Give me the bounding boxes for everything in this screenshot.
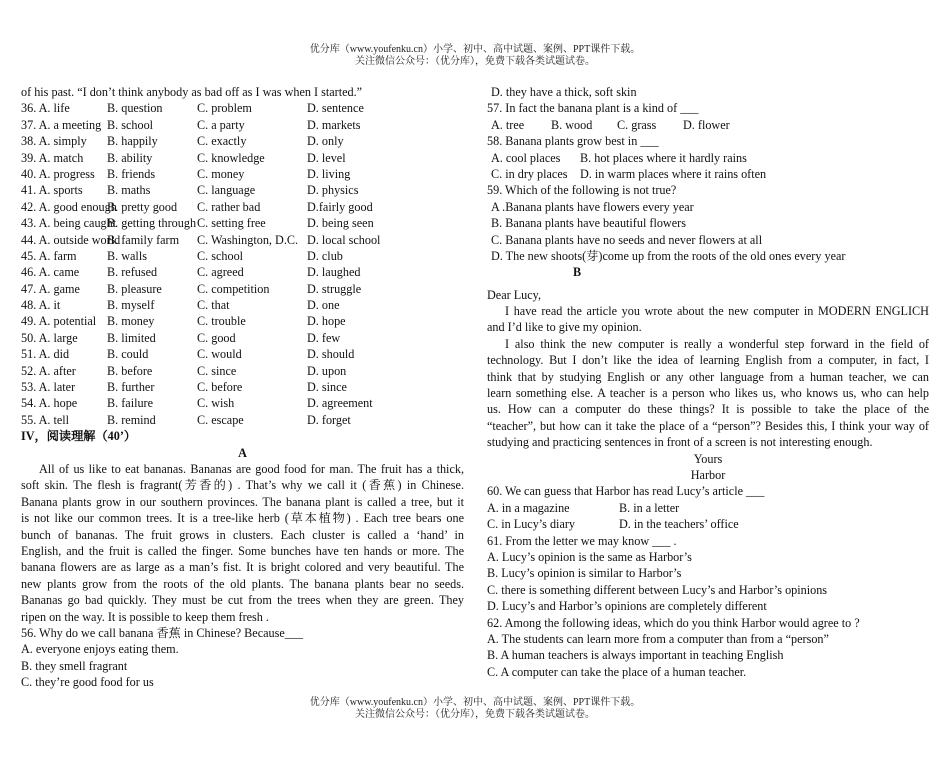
choice-option-d: D. physics (307, 183, 359, 198)
q60-options-cd (487, 516, 929, 532)
cloze-choices (21, 100, 464, 428)
choice-option-d: D. level (307, 150, 346, 165)
choice-option-c: C. trouble (197, 314, 246, 329)
choice-option-c: C. wish (197, 396, 235, 411)
choice-row (21, 100, 464, 116)
choice-row (21, 395, 464, 411)
choice-option-c: C. that (197, 298, 230, 313)
paragraph-line: Banana plants grow in our southern provinces. The banana plant is called a tree, but it (21, 494, 464, 509)
choice-option-b: B. money (107, 314, 155, 329)
choice-option-b: B. before (107, 363, 153, 378)
choice-option-a: 49. A. potential (21, 314, 97, 329)
header-line-2: 关注微信公众号：（优分库），免费下载各类试题试卷。 (355, 56, 595, 67)
footer-line-2: 关注微信公众号：（优分库），免费下载各类试题试卷。 (355, 709, 595, 720)
paragraph-line: bunch of bananas. The fruit grows in clusters. Each cluster is called a ‘hand’ in (21, 527, 464, 542)
paragraph-line: banana flowers are as large as a man’s fist. It is bright colored and very beautiful. The (21, 560, 464, 575)
choice-row (21, 330, 464, 346)
paragraph-line: I also think the new computer is really a wonderful step forward in the field of (505, 336, 929, 351)
q58-options-cd (487, 166, 929, 182)
letter-paragraph-1 (487, 303, 929, 336)
q60-stem: 60. We can guess that Harbor has read Lucy’s article ___ (487, 484, 765, 499)
choice-row (21, 248, 464, 264)
choice-option-d: D. should (307, 347, 355, 362)
choice-option-b: B. school (107, 117, 154, 132)
choice-option-d: D. being seen (307, 216, 374, 231)
choice-option-c: C. Washington, D.C. (197, 232, 299, 247)
choice-option-c: C. money (197, 166, 245, 181)
q56-option-b: B. they smell fragrant (21, 658, 128, 673)
passage-a-label: A (238, 445, 247, 460)
choice-option-a: 43. A. being caught (21, 216, 117, 231)
choice-option-b: B. myself (107, 298, 155, 313)
q57-stem: 57. In fact the banana plant is a kind of ___ (487, 101, 699, 116)
paragraph-line: Bananas go bad quickly. They must be cut from the trees when they are green. They (21, 593, 464, 608)
choice-option-c: C. a party (197, 117, 245, 132)
choice-row (21, 313, 464, 329)
choice-option-a: 38. A. simply (21, 134, 87, 149)
choice-option-a: 55. A. tell (21, 412, 70, 427)
choice-option-b: B. friends (107, 166, 156, 181)
choice-option-b: B. pleasure (107, 281, 162, 296)
q56-option-a: A. everyone enjoys eating them. (21, 642, 179, 657)
choice-option-a: 48. A. it (21, 298, 61, 313)
q61-option-d: D. Lucy’s and Harbor’s opinions are completely different (487, 599, 767, 614)
q60-option-b: B. in a letter (619, 500, 680, 515)
choice-row (21, 363, 464, 379)
choice-option-a: 39. A. match (21, 150, 84, 165)
choice-option-c: C. good (197, 330, 236, 345)
choice-option-a: 47. A. game (21, 281, 80, 296)
q62-stem: 62. Among the following ideas, which do you think Harbor would agree to ? (487, 615, 860, 630)
choice-row (21, 281, 464, 297)
choice-option-a: 50. A. large (21, 330, 78, 345)
salutation: Dear Lucy, (487, 287, 542, 302)
choice-row (21, 297, 464, 313)
choice-option-b: B. remind (107, 412, 156, 427)
choice-option-c: C. school (197, 248, 244, 263)
q58-stem: 58. Banana plants grow best in ___ (487, 134, 659, 149)
closing: Yours (693, 451, 723, 466)
choice-option-d: D. sentence (307, 101, 364, 116)
choice-option-a: 42. A. good enough (21, 199, 117, 214)
q61-option-c: C. there is something different between Lucy’s and Harbor’s opinions (487, 582, 828, 597)
section-title: IV，阅读理解（40’） (21, 429, 137, 444)
choice-option-a: 44. A. outside world (21, 232, 121, 247)
choice-row (21, 150, 464, 166)
q57-option-b: B. wood (551, 117, 593, 132)
choice-option-a: 36. A. life (21, 101, 70, 116)
q57-options (487, 117, 929, 133)
page-footer (0, 697, 950, 721)
choice-row (21, 232, 464, 248)
choice-option-b: B. maths (107, 183, 151, 198)
letter-paragraph-2 (487, 336, 929, 451)
choice-option-b: B. getting through (107, 216, 197, 231)
choice-option-a: 46. A. came (21, 265, 80, 280)
right-column (487, 84, 929, 680)
choice-option-b: B. refused (107, 265, 158, 280)
paragraph-line: and I’d like to give my opinion. (487, 320, 642, 335)
choice-option-a: 51. A. did (21, 347, 70, 362)
choice-option-d: D. markets (307, 117, 361, 132)
choice-option-d: D. agreement (307, 396, 373, 411)
paragraph-line: technology. But I don’t like the idea of learning English from a computer, in fact, I (487, 353, 929, 368)
choice-option-b: B. could (107, 347, 149, 362)
paragraph-line: ripen on the way. It is possible to keep them fresh . (21, 609, 269, 624)
q60-option-a: A. in a magazine (487, 500, 570, 515)
q56-option-d: D. they have a thick, soft skin (491, 85, 637, 99)
q57-option-a: A. tree (491, 117, 525, 132)
choice-row (21, 264, 464, 280)
choice-option-b: B. limited (107, 330, 156, 345)
choice-row (21, 182, 464, 198)
choice-option-b: B. walls (107, 248, 147, 263)
choice-row (21, 133, 464, 149)
choice-option-d: D. living (307, 166, 351, 181)
q59-option-b: B. Banana plants have beautiful flowers (491, 216, 686, 231)
choice-option-b: B. family farm (107, 232, 180, 247)
choice-row (21, 346, 464, 362)
paragraph-line: studying and practicing sentences in front of a screen is not interesting enough. (487, 435, 873, 450)
choice-option-d: D. only (307, 134, 344, 149)
choice-option-c: C. exactly (197, 134, 247, 149)
q60-options-ab (487, 500, 929, 516)
q58-options-ab (487, 150, 929, 166)
choice-option-b: B. question (107, 101, 163, 116)
choice-row (21, 199, 464, 215)
choice-option-d: D.fairly good (307, 199, 373, 214)
choice-option-c: C. would (197, 347, 242, 362)
paragraph-line: new plants grow from the roots of the old plants. The banana plants bear no seeds. (21, 576, 464, 591)
choice-option-b: B. happily (107, 134, 158, 149)
paragraph-line: All of us like to eat bananas. Bananas are good food for man. The fruit has a thick, (39, 461, 464, 476)
page-header (0, 44, 950, 68)
q58-option-d: D. in warm places where it rains often (580, 166, 767, 181)
choice-option-d: D. hope (307, 314, 346, 329)
choice-option-d: D. upon (307, 363, 347, 378)
choice-option-c: C. setting free (197, 216, 266, 231)
footer-line-1: 优分库（www.youfenku.cn）小学、初中、高中试题、案例、PPT课件下载。 (309, 697, 641, 708)
q59-option-a: A .Banana plants have flowers every year (491, 199, 694, 214)
q62-option-b: B. A human teachers is always important in teaching English (487, 648, 784, 663)
left-column (21, 84, 464, 690)
choice-option-c: C. before (197, 380, 243, 395)
choice-option-d: D. forget (307, 412, 351, 427)
header-line-1: 优分库（www.youfenku.cn）小学、初中、高中试题、案例、PPT课件下载。 (309, 44, 641, 55)
choice-option-a: 53. A. later (21, 380, 76, 395)
choice-option-b: B. pretty good (107, 199, 178, 214)
q61-stem: 61. From the letter we may know ___ . (487, 533, 677, 548)
q62-option-a: A. The students can learn more from a computer than from a “person” (487, 631, 829, 646)
q58-option-a: A. cool places (491, 150, 561, 165)
choice-option-c: C. rather bad (197, 199, 261, 214)
choice-row (21, 215, 464, 231)
paragraph-line: English, and the fruit is called the finger. Some bunches have ten hands or more. The (21, 543, 464, 558)
choice-row (21, 117, 464, 133)
choice-option-c: C. escape (197, 412, 244, 427)
q56-stem: 56. Why do we call banana 香蕉 in Chinese? Because___ (21, 625, 304, 640)
paragraph-line: I have read the article you wrote about the new computer in MODERN ENGLICH (505, 304, 929, 319)
q61-option-b: B. Lucy’s opinion is similar to Harbor’s (487, 566, 682, 581)
choice-row (21, 412, 464, 428)
q60-option-c: C. in Lucy’s diary (487, 517, 576, 532)
choice-option-a: 45. A. farm (21, 248, 77, 263)
choice-option-c: C. since (197, 363, 237, 378)
paragraph-line: soft skin. The flesh is fragrant(芳香的) . That’s why we call it (香蕉) in Chinese. (21, 478, 464, 493)
choice-option-c: C. agreed (197, 265, 244, 280)
q62-option-c: C. A computer can take the place of a human teacher. (487, 664, 747, 679)
paragraph-line: “teacher”, but how can it take the place of a “person”? Besides this, I think your way of (487, 418, 929, 433)
q61-option-a: A. Lucy’s opinion is the same as Harbor’s (487, 549, 692, 564)
q56-option-c: C. they’re good food for us (21, 675, 154, 690)
choice-option-d: D. laughed (307, 265, 361, 280)
passage-a (21, 461, 464, 625)
choice-option-b: B. failure (107, 396, 154, 411)
signature: Harbor (690, 467, 726, 482)
choice-row (21, 379, 464, 395)
paragraph-line: learn something else. A teacher is a person who likes us, who knows us, who can help (487, 386, 929, 401)
q57-option-c: C. grass (617, 117, 657, 132)
choice-option-d: D. one (307, 298, 340, 313)
paragraph-line: think that by studying English or any other language from a human teacher, we can (487, 369, 929, 384)
choice-option-a: 54. A. hope (21, 396, 78, 411)
intro-line: of his past. “I don’t think anybody as bad off as I was when I started.” (21, 85, 363, 99)
passage-b-label: B (573, 265, 582, 280)
choice-option-d: D. since (307, 380, 347, 395)
choice-option-a: 40. A. progress (21, 166, 95, 181)
choice-option-a: 41. A. sports (21, 183, 83, 198)
choice-option-a: 52. A. after (21, 363, 76, 378)
q58-option-c: C. in dry places (491, 166, 568, 181)
choice-row (21, 166, 464, 182)
q57-option-d: D. flower (683, 117, 730, 132)
choice-option-d: D. few (307, 330, 341, 345)
choice-option-c: C. knowledge (197, 150, 265, 165)
choice-option-b: B. further (107, 380, 155, 395)
choice-option-c: C. competition (197, 281, 270, 296)
q59-option-c: C. Banana plants have no seeds and never flowers at all (491, 232, 763, 247)
paragraph-line: us. How can a computer do these things? It is possible to take the place of the (487, 402, 929, 417)
choice-option-b: B. ability (107, 150, 153, 165)
choice-option-d: D. club (307, 248, 343, 263)
choice-option-d: D. struggle (307, 281, 362, 296)
paragraph-line: is not like our common trees. It is a tree-like herb (草本植物) . Each tree bears one (21, 511, 464, 526)
choice-option-c: C. problem (197, 101, 252, 116)
choice-option-d: D. local school (307, 232, 381, 247)
choice-option-a: 37. A. a meeting (21, 117, 102, 132)
choice-option-c: C. language (197, 183, 256, 198)
q58-option-b: B. hot places where it hardly rains (580, 150, 747, 165)
q59-stem: 59. Which of the following is not true? (487, 183, 677, 198)
q60-option-d: D. in the teachers’ office (619, 517, 739, 532)
q59-option-d: D. The new shoots(芽)come up from the roots of the old ones every year (491, 248, 846, 263)
